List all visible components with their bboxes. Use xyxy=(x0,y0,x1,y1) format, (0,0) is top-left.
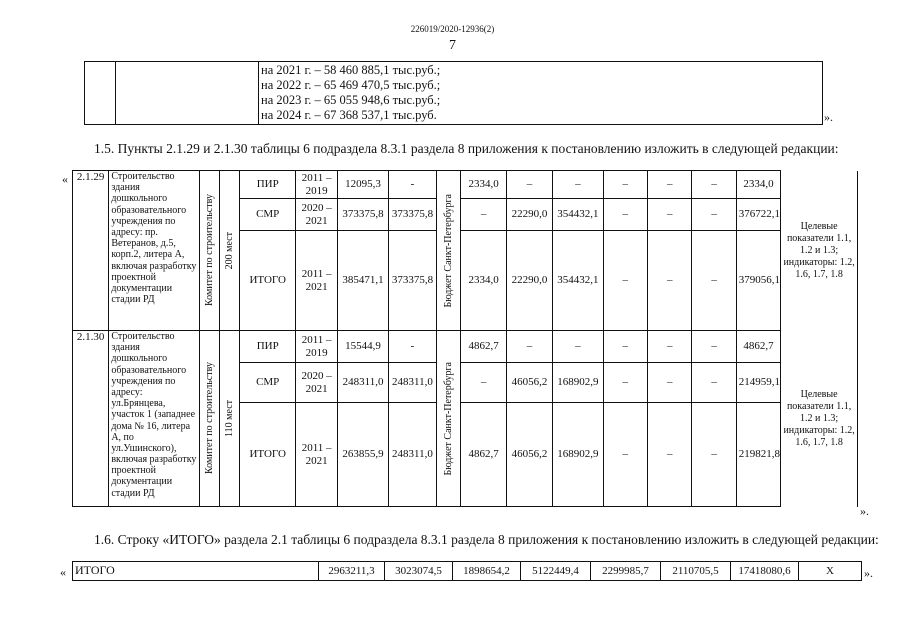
itogo-value: 2963211,3 xyxy=(319,562,385,581)
cost-value: 248311,0 xyxy=(388,403,436,507)
year-value: 46056,2 xyxy=(506,363,552,403)
top-continuation-table xyxy=(84,61,823,125)
row-total: 379056,1 xyxy=(736,231,780,331)
year-value: – xyxy=(692,231,736,331)
funding-source: Бюджет Санкт-Петербурга xyxy=(443,361,455,476)
cost-value: - xyxy=(388,171,436,199)
year-value: 4862,7 xyxy=(461,403,506,507)
object-description: Строительство здания дошкольного образовательного учреждения по адресу: пр. Ветеранов, д.5, корп.2, литера А, включая разработку проектной документации стадии РД xyxy=(109,171,200,331)
funding-by-year-cell xyxy=(259,62,823,125)
itogo-value: 5122449,4 xyxy=(521,562,591,581)
funding-line: на 2022 г. – 65 469 470,5 тыс.руб.; xyxy=(261,78,441,92)
table-row xyxy=(73,171,858,199)
item-code: 2.1.30 xyxy=(73,331,109,507)
year-value: – xyxy=(692,331,736,363)
paragraph-1-6: 1.6. Строку «ИТОГО» раздела 2.1 таблицы 6 подраздела 8.3.1 раздела 8 приложения к постановлению изложить в следующей редакции: xyxy=(94,532,879,547)
target-indicators: Целевые показатели 1.1, 1.2 и 1.3; индикаторы: 1.2, 1.6, 1.7, 1.8 xyxy=(781,171,858,331)
opening-quote: « xyxy=(62,172,68,186)
year-value: – xyxy=(461,199,506,231)
executor-cell xyxy=(200,171,220,331)
capacity-label: 110 мест xyxy=(224,400,236,437)
row-total: 219821,8 xyxy=(736,403,780,507)
cost-value: - xyxy=(388,331,436,363)
cost-estimate: 15544,9 xyxy=(338,331,388,363)
year-value: 46056,2 xyxy=(506,403,552,507)
itogo-value: 17418080,6 xyxy=(731,562,799,581)
year-value: – xyxy=(603,171,647,199)
year-value: – xyxy=(603,231,647,331)
document-code: 226019/2020-12936(2) xyxy=(410,24,495,34)
year-value: – xyxy=(692,199,736,231)
year-value: – xyxy=(648,403,692,507)
year-value: 22290,0 xyxy=(506,231,552,331)
itogo-label: ИТОГО xyxy=(73,562,319,581)
capacity-cell xyxy=(220,331,240,507)
object-description: Строительство здания дошкольного образовательного учреждения по адресу: ул.Брянцева, участок 1 (западнее дома № 16, литера А, по ул.Ушинского), включая разработку проектной документации стадии РД xyxy=(109,331,200,507)
period: 2020 – 2021 xyxy=(295,363,337,403)
year-value: – xyxy=(553,171,603,199)
row-total: 376722,1 xyxy=(736,199,780,231)
cost-estimate: 12095,3 xyxy=(338,171,388,199)
year-value: – xyxy=(461,363,506,403)
funding-source: Бюджет Санкт-Петербурга xyxy=(443,193,455,308)
year-value: 4862,7 xyxy=(461,331,506,363)
year-value: – xyxy=(506,331,552,363)
period: 2020 – 2021 xyxy=(295,199,337,231)
itogo-value: 3023074,5 xyxy=(385,562,453,581)
funding-line: на 2024 г. – 67 368 537,1 тыс.руб. xyxy=(261,108,437,122)
work-type: ИТОГО xyxy=(240,403,295,507)
funding-line: на 2021 г. – 58 460 885,1 тыс.руб.; xyxy=(261,63,441,77)
period: 2011 – 2019 xyxy=(295,171,337,199)
period: 2011 – 2021 xyxy=(295,231,337,331)
work-type: ИТОГО xyxy=(240,231,295,331)
year-value: 2334,0 xyxy=(461,231,506,331)
source-cell xyxy=(437,171,461,331)
table-row xyxy=(73,331,858,363)
year-value: – xyxy=(648,363,692,403)
year-value: 168902,9 xyxy=(553,403,603,507)
row-total: 2334,0 xyxy=(736,171,780,199)
year-value: – xyxy=(648,231,692,331)
year-value: – xyxy=(553,331,603,363)
year-value: 22290,0 xyxy=(506,199,552,231)
cost-estimate: 373375,8 xyxy=(338,199,388,231)
year-value: – xyxy=(692,171,736,199)
work-type: СМР xyxy=(240,363,295,403)
row-total: 214959,1 xyxy=(736,363,780,403)
year-value: – xyxy=(648,331,692,363)
cost-value: 248311,0 xyxy=(388,363,436,403)
itogo-value: Х xyxy=(799,562,862,581)
year-value: – xyxy=(648,199,692,231)
cost-estimate: 248311,0 xyxy=(338,363,388,403)
period: 2011 – 2019 xyxy=(295,331,337,363)
itogo-table xyxy=(72,561,862,581)
executor-label: Комитет по строительству xyxy=(204,362,216,475)
item-code: 2.1.29 xyxy=(73,171,109,331)
empty-cell xyxy=(116,62,259,125)
year-value: 354432,1 xyxy=(553,231,603,331)
work-type: ПИР xyxy=(240,171,295,199)
row-total: 4862,7 xyxy=(736,331,780,363)
year-value: – xyxy=(603,331,647,363)
year-value: 354432,1 xyxy=(553,199,603,231)
executor-label: Комитет по строительству xyxy=(204,194,216,307)
itogo-row xyxy=(73,562,862,581)
paragraph-1-5: 1.5. Пункты 2.1.29 и 2.1.30 таблицы 6 подраздела 8.3.1 раздела 8 приложения к постановлению изложить в следующей редакции: xyxy=(94,141,839,156)
capacity-cell xyxy=(220,171,240,331)
year-value: – xyxy=(506,171,552,199)
opening-quote: « xyxy=(60,565,66,579)
cost-estimate: 385471,1 xyxy=(338,231,388,331)
year-value: 2334,0 xyxy=(461,171,506,199)
year-value: – xyxy=(692,403,736,507)
cost-value: 373375,8 xyxy=(388,199,436,231)
cost-estimate: 263855,9 xyxy=(338,403,388,507)
year-value: 168902,9 xyxy=(553,363,603,403)
itogo-value: 1898654,2 xyxy=(453,562,521,581)
objects-table xyxy=(72,170,858,507)
itogo-value: 2299985,7 xyxy=(591,562,661,581)
work-type: СМР xyxy=(240,199,295,231)
executor-cell xyxy=(200,331,220,507)
capacity-label: 200 мест xyxy=(224,231,236,270)
closing-quote: ». xyxy=(824,110,833,124)
target-indicators: Целевые показатели 1.1, 1.2 и 1.3; индикаторы: 1.2, 1.6, 1.7, 1.8 xyxy=(781,331,858,507)
empty-cell xyxy=(85,62,116,125)
year-value: – xyxy=(603,403,647,507)
year-value: – xyxy=(648,171,692,199)
year-value: – xyxy=(603,363,647,403)
cost-value: 373375,8 xyxy=(388,231,436,331)
itogo-value: 2110705,5 xyxy=(661,562,731,581)
source-cell xyxy=(437,331,461,507)
funding-line: на 2023 г. – 65 055 948,6 тыс.руб.; xyxy=(261,93,441,107)
closing-quote: ». xyxy=(864,566,873,580)
year-value: – xyxy=(692,363,736,403)
closing-quote: ». xyxy=(860,504,869,518)
year-value: – xyxy=(603,199,647,231)
period: 2011 – 2021 xyxy=(295,403,337,507)
page-number: 7 xyxy=(449,38,456,53)
work-type: ПИР xyxy=(240,331,295,363)
